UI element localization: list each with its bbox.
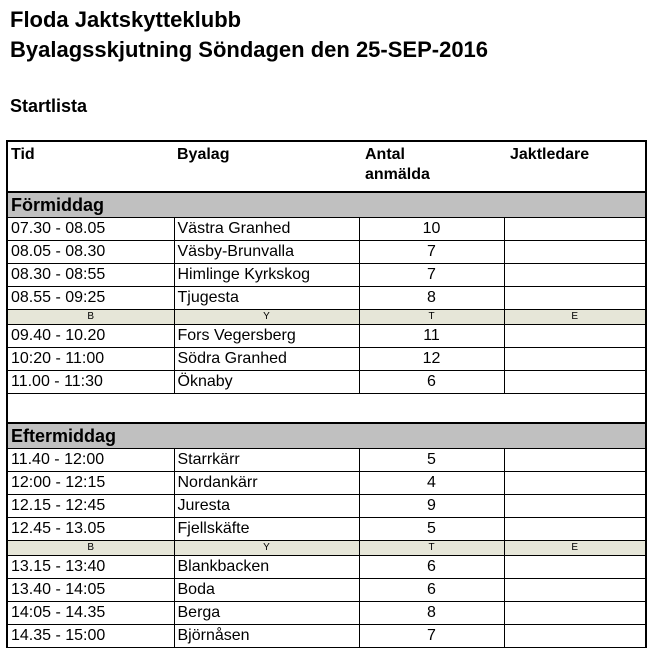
cell-antal: 6: [359, 371, 504, 394]
cell-tid: 08.55 - 09:25: [7, 287, 174, 310]
cell-jaktledare: [504, 625, 646, 648]
break-row: [7, 310, 646, 325]
cell-tid: 13.40 - 14:05: [7, 579, 174, 602]
cell-jaktledare: [504, 472, 646, 495]
cell-jaktledare: [504, 325, 646, 348]
cell-jaktledare: [504, 579, 646, 602]
break-label: Y: [174, 310, 359, 325]
table-row: [7, 602, 646, 625]
cell-antal: 7: [359, 264, 504, 287]
break-label: Y: [174, 541, 359, 556]
cell-byalag: Björnåsen: [174, 625, 359, 648]
cell-byalag: Starrkärr: [174, 449, 359, 472]
break-label: E: [504, 541, 646, 556]
cell-tid: 11.00 - 11:30: [7, 371, 174, 394]
cell-jaktledare: [504, 602, 646, 625]
cell-antal: 7: [359, 241, 504, 264]
cell-jaktledare: [504, 495, 646, 518]
table-row: [7, 472, 646, 495]
table-row: [7, 371, 646, 394]
break-label: T: [359, 310, 504, 325]
cell-jaktledare: [504, 449, 646, 472]
cell-byalag: Berga: [174, 602, 359, 625]
cell-byalag: Blankbacken: [174, 556, 359, 579]
column-header-antal-line1: Antal: [365, 146, 405, 163]
document-title: Floda Jaktskytteklubb: [10, 7, 242, 32]
cell-byalag: Öknaby: [174, 371, 359, 394]
cell-antal: 5: [359, 449, 504, 472]
cell-jaktledare: [504, 371, 646, 394]
cell-tid: 12.45 - 13.05: [7, 518, 174, 541]
table-row: [7, 449, 646, 472]
cell-antal: 4: [359, 472, 504, 495]
table-row: [7, 218, 646, 241]
cell-jaktledare: [504, 264, 646, 287]
column-header-jaktledare: Jaktledare: [510, 146, 590, 163]
cell-antal: 6: [359, 556, 504, 579]
table-row: [7, 325, 646, 348]
cell-tid: 10:20 - 11:00: [7, 348, 174, 371]
cell-byalag: Väsby-Brunvalla: [174, 241, 359, 264]
start-list-table: [6, 140, 647, 648]
cell-jaktledare: [504, 348, 646, 371]
cell-jaktledare: [504, 218, 646, 241]
cell-byalag: Västra Granhed: [174, 218, 359, 241]
cell-byalag: Boda: [174, 579, 359, 602]
cell-antal: 7: [359, 625, 504, 648]
table-row: [7, 241, 646, 264]
column-header-antal: [359, 141, 504, 192]
cell-antal: 5: [359, 518, 504, 541]
section-title: Eftermiddag: [7, 423, 646, 449]
section-spacer: [7, 394, 646, 424]
cell-byalag: Fjellskäfte: [174, 518, 359, 541]
table-row: [7, 579, 646, 602]
cell-byalag: Södra Granhed: [174, 348, 359, 371]
table-row: [7, 556, 646, 579]
event-title: Byalagsskjutning Söndagen den 25-SEP-2016: [10, 37, 489, 62]
table-row: [7, 287, 646, 310]
cell-byalag: Tjugesta: [174, 287, 359, 310]
column-header-antal-line2: anmälda: [365, 166, 430, 183]
section-title: Förmiddag: [7, 192, 646, 218]
column-header-byalag: Byalag: [177, 146, 230, 163]
cell-tid: 09.40 - 10.20: [7, 325, 174, 348]
cell-antal: 10: [359, 218, 504, 241]
cell-tid: 12.15 - 12:45: [7, 495, 174, 518]
cell-jaktledare: [504, 518, 646, 541]
section-header-row: [7, 192, 646, 218]
cell-tid: 12:00 - 12:15: [7, 472, 174, 495]
cell-jaktledare: [504, 287, 646, 310]
cell-byalag: Juresta: [174, 495, 359, 518]
start-list-sheet: [6, 140, 645, 657]
cell-tid: 14:05 - 14.35: [7, 602, 174, 625]
cell-byalag: Himlinge Kyrkskog: [174, 264, 359, 287]
break-row: [7, 541, 646, 556]
cell-jaktledare: [504, 556, 646, 579]
start-list-heading: Startlista: [10, 96, 88, 116]
section-header-row: [7, 423, 646, 449]
cell-antal: 9: [359, 495, 504, 518]
cell-tid: 08.30 - 08:55: [7, 264, 174, 287]
table-row: [7, 264, 646, 287]
break-label: E: [504, 310, 646, 325]
break-label: B: [7, 541, 174, 556]
cell-antal: 6: [359, 579, 504, 602]
break-label: T: [359, 541, 504, 556]
table-row: [7, 518, 646, 541]
cell-antal: 11: [359, 325, 504, 348]
cell-antal: 8: [359, 287, 504, 310]
table-row: [7, 348, 646, 371]
cell-antal: 12: [359, 348, 504, 371]
cell-tid: 11.40 - 12:00: [7, 449, 174, 472]
cell-byalag: Fors Vegersberg: [174, 325, 359, 348]
table-row: [7, 625, 646, 648]
cell-tid: 13.15 - 13:40: [7, 556, 174, 579]
break-label: B: [7, 310, 174, 325]
cell-jaktledare: [504, 241, 646, 264]
cell-antal: 8: [359, 602, 504, 625]
column-header-tid: Tid: [11, 146, 35, 163]
column-header-row: [7, 141, 646, 192]
cell-byalag: Nordankärr: [174, 472, 359, 495]
cell-tid: 14.35 - 15:00: [7, 625, 174, 648]
spacer-cell: [7, 394, 646, 424]
table-row: [7, 495, 646, 518]
cell-tid: 07.30 - 08.05: [7, 218, 174, 241]
cell-tid: 08.05 - 08.30: [7, 241, 174, 264]
